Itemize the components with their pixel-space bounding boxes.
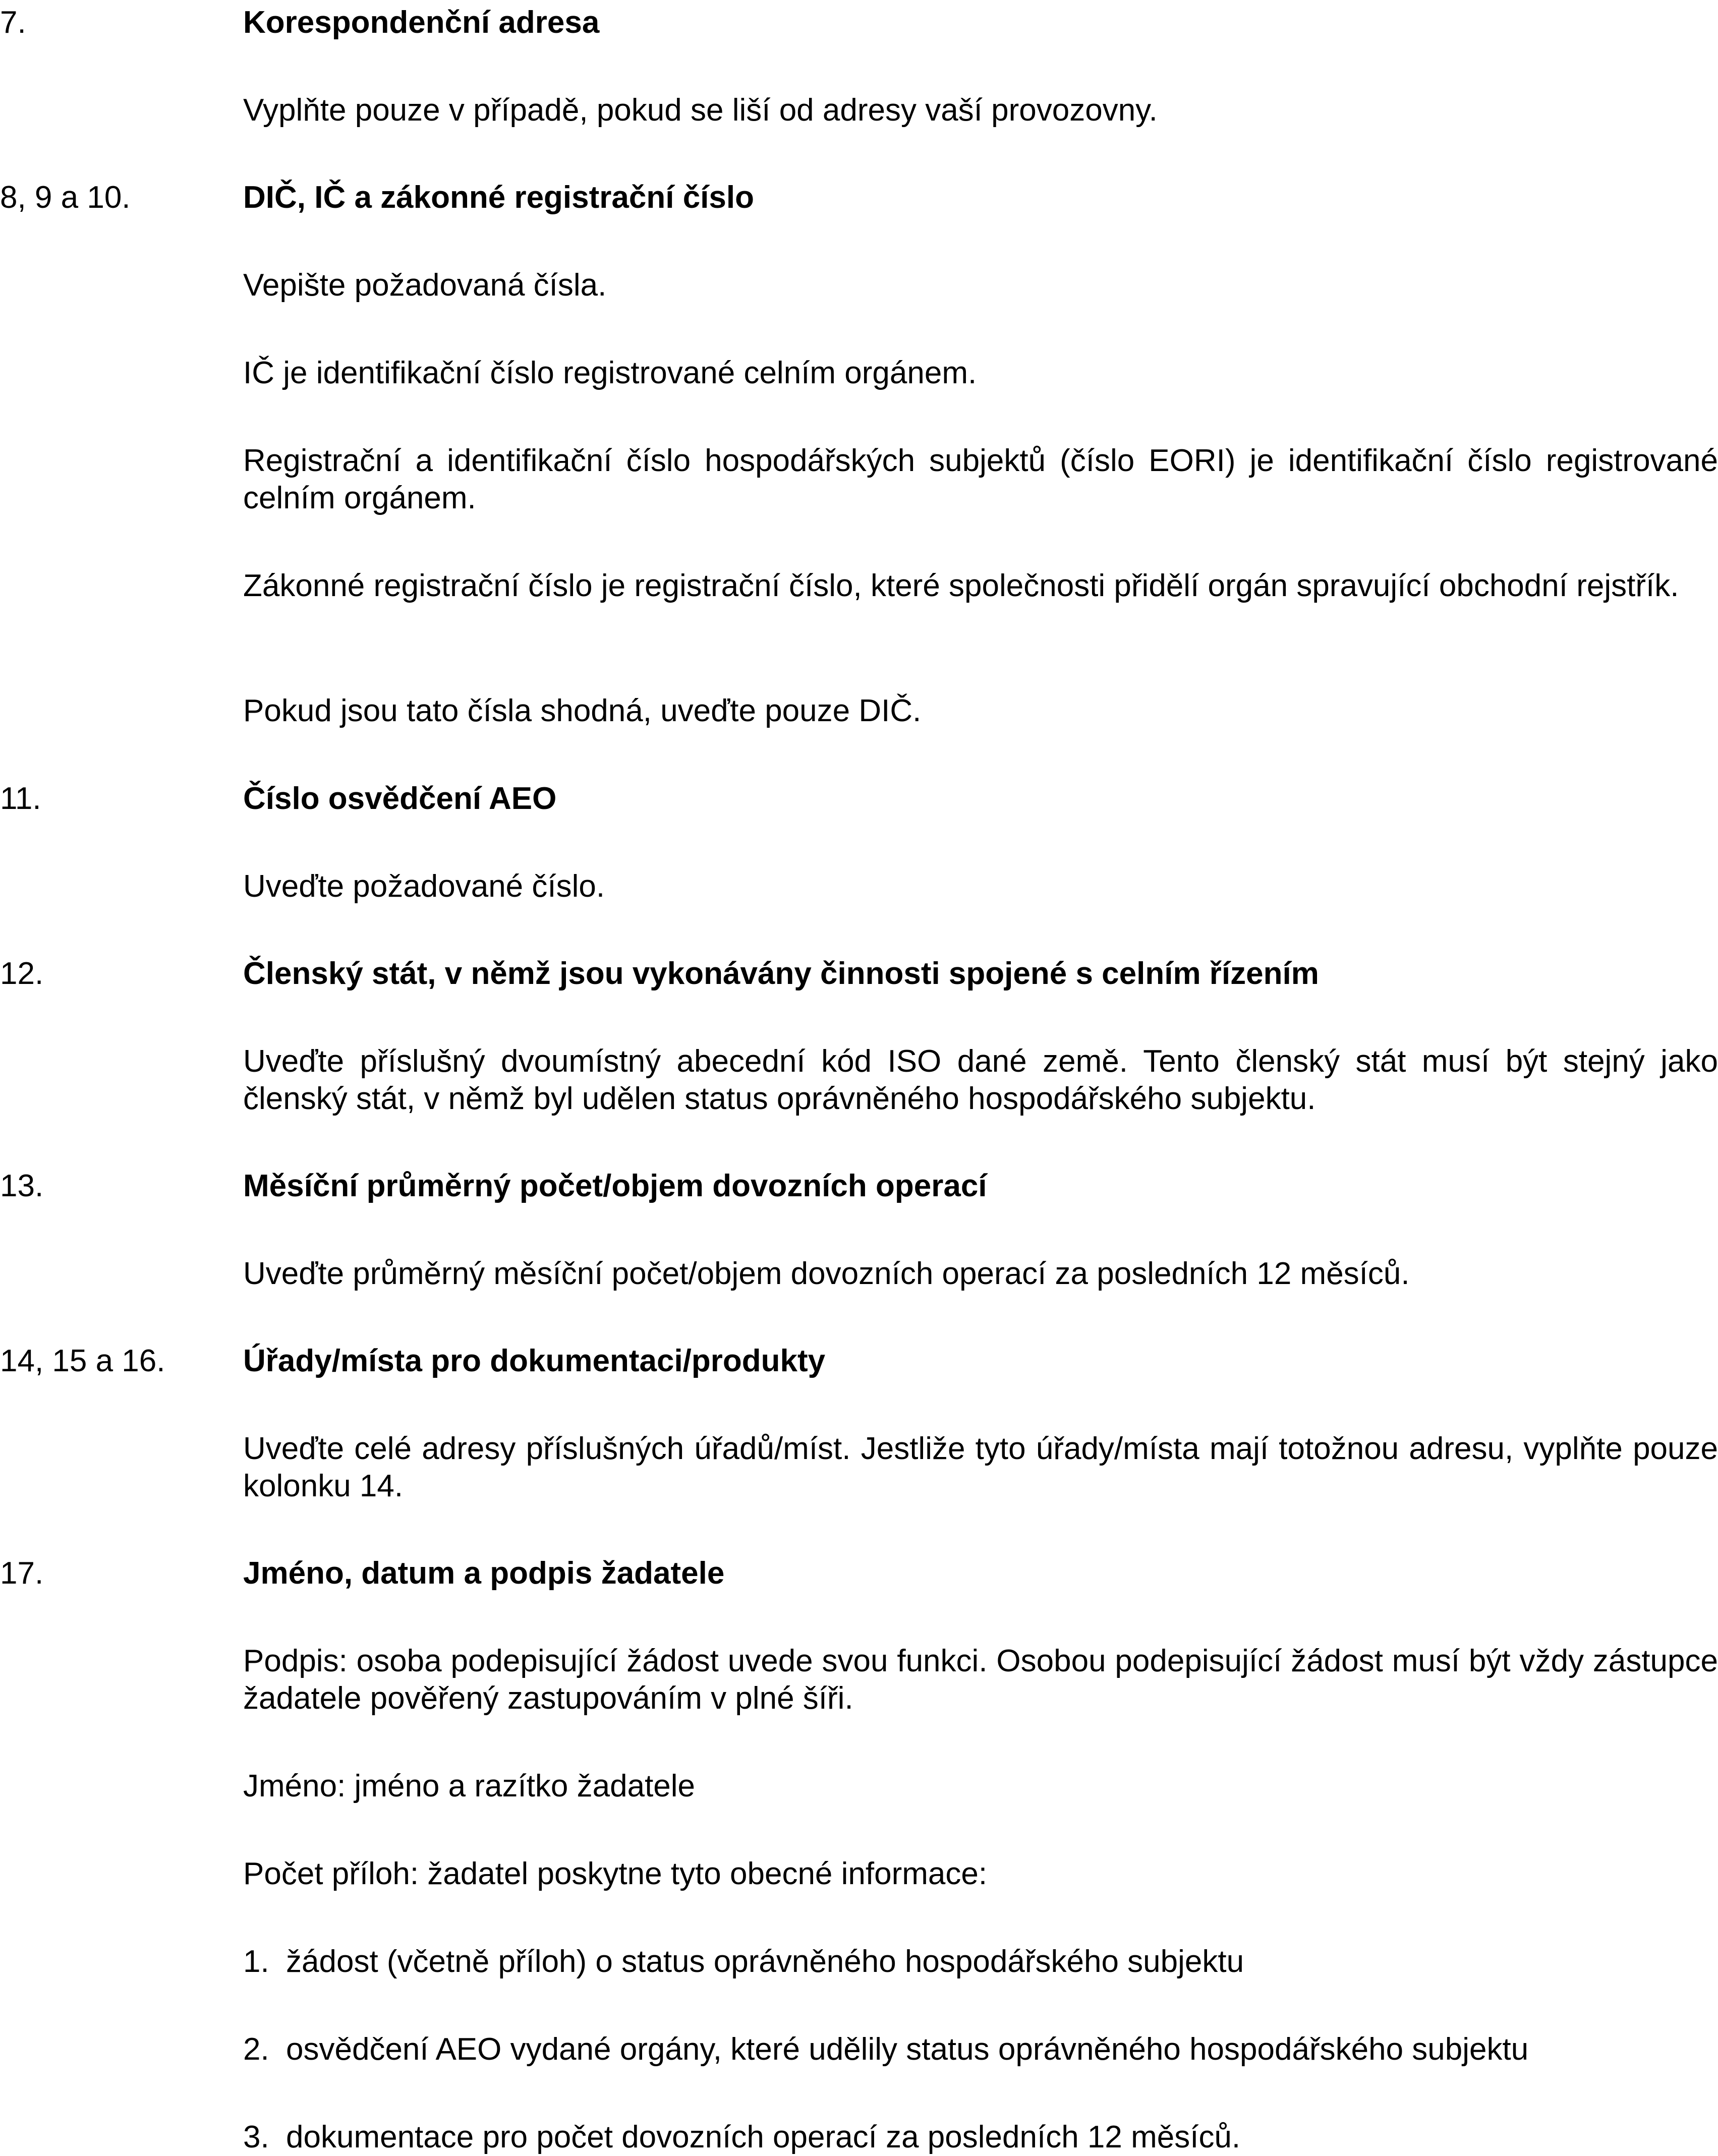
section-number: 14, 15 a 16. bbox=[0, 1344, 165, 1378]
list-item-number: 2. bbox=[243, 2032, 269, 2067]
paragraph: Pokud jsou tato čísla shodná, uveďte pouze DIČ. bbox=[243, 693, 922, 728]
section-title: Měsíční průměrný počet/objem dovozních operací bbox=[243, 1169, 987, 1203]
section-number: 8, 9 a 10. bbox=[0, 180, 131, 215]
section-title: Jméno, datum a podpis žadatele bbox=[243, 1556, 725, 1591]
paragraph: Uveďte požadované číslo. bbox=[243, 869, 605, 904]
paragraph: Vepište požadovaná čísla. bbox=[243, 268, 607, 303]
list-item-number: 1. bbox=[243, 1944, 269, 1979]
list-item-text: žádost (včetně příloh) o status oprávněného hospodářského subjektu bbox=[286, 1944, 1244, 1979]
section-number: 17. bbox=[0, 1556, 44, 1591]
list-item bbox=[243, 2031, 1528, 2068]
list-item bbox=[243, 1943, 1244, 1980]
section-title: DIČ, IČ a zákonné registrační číslo bbox=[243, 180, 754, 215]
paragraph: Podpis: osoba podepisující žádost uvede svou funkci. Osobou podepisující žádost musí být vždy zástupce žadatele pověřený zastupováním v plné šíři. bbox=[243, 1644, 1718, 1716]
section-title: Číslo osvědčení AEO bbox=[243, 781, 557, 816]
section-title: Úřady/místa pro dokumentaci/produkty bbox=[243, 1344, 826, 1378]
paragraph: Uveďte průměrný měsíční počet/objem dovozních operací za posledních 12 měsíců. bbox=[243, 1256, 1410, 1291]
section-number: 12. bbox=[0, 956, 44, 991]
paragraph: Uveďte celé adresy příslušných úřadů/míst. Jestliže tyto úřady/místa mají totožnou adresu, vyplňte pouze kolonku 14. bbox=[243, 1431, 1718, 1503]
paragraph: Vyplňte pouze v případě, pokud se liší od adresy vaší provozovny. bbox=[243, 93, 1158, 128]
section-title: Korespondenční adresa bbox=[243, 5, 600, 40]
list-item-text: dokumentace pro počet dovozních operací za posledních 12 měsíců. bbox=[286, 2120, 1241, 2154]
section-number: 11. bbox=[0, 781, 41, 816]
section-title: Členský stát, v němž jsou vykonávány činnosti spojené s celním řízením bbox=[243, 956, 1319, 991]
list-item bbox=[243, 2119, 1240, 2156]
paragraph: Jméno: jméno a razítko žadatele bbox=[243, 1769, 696, 1803]
list-item-text: osvědčení AEO vydané orgány, které udělily status oprávněného hospodářského subjektu bbox=[286, 2032, 1529, 2067]
paragraph: Registrační a identifikační číslo hospodářských subjektů (číslo EORI) je identifikační číslo registrované celním orgánem. bbox=[243, 443, 1718, 515]
paragraph: IČ je identifikační číslo registrované celním orgánem. bbox=[243, 356, 977, 390]
paragraph: Uveďte příslušný dvoumístný abecední kód ISO dané země. Tento členský stát musí být stejný jako členský stát, v němž byl udělen status oprávněného hospodářského subjektu. bbox=[243, 1044, 1718, 1116]
section-number: 13. bbox=[0, 1169, 44, 1203]
list-item-number: 3. bbox=[243, 2120, 269, 2154]
paragraph: Zákonné registrační číslo je registrační číslo, které společnosti přidělí orgán spravující obchodní rejstřík. bbox=[243, 568, 1679, 603]
paragraph: Počet příloh: žadatel poskytne tyto obecné informace: bbox=[243, 1856, 988, 1891]
section-number: 7. bbox=[0, 5, 26, 40]
